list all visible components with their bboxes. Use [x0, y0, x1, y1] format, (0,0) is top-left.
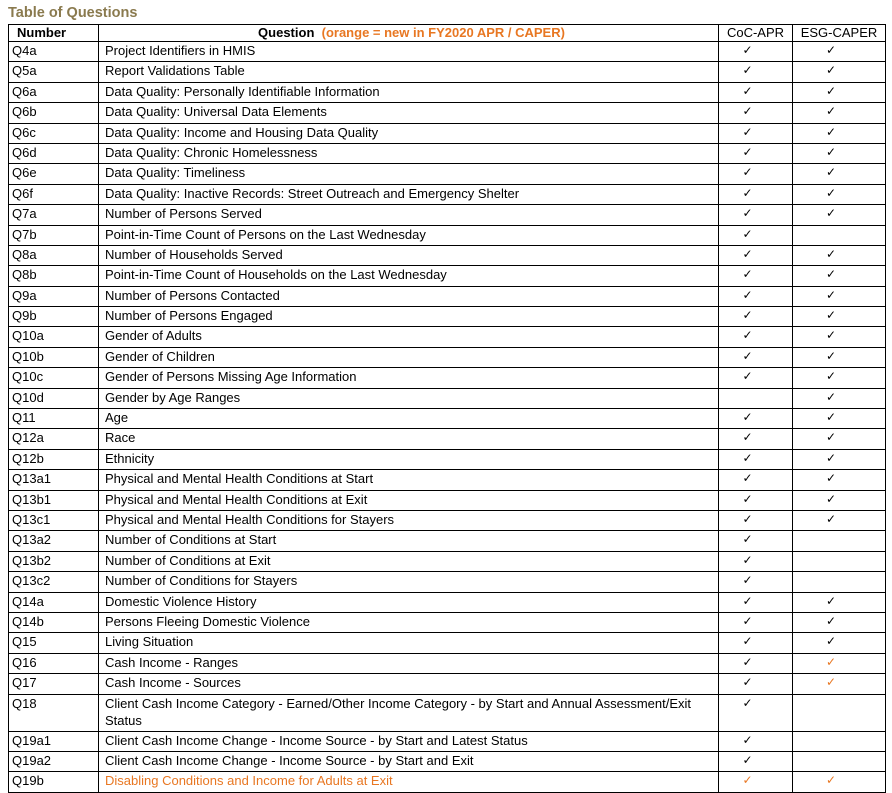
esg-caper-check: ✓ [826, 430, 837, 445]
question-text: Number of Conditions at Exit [105, 552, 271, 568]
question-number: Q8a [12, 246, 37, 262]
table-row [9, 286, 886, 306]
question-text: Domestic Violence History [105, 593, 257, 609]
esg-caper-check: ✓ [826, 328, 837, 343]
esg-caper-check: ✓ [826, 613, 837, 628]
question-text: Point-in-Time Count of Persons on the Last Wednesday [105, 226, 426, 242]
question-number: Q19a1 [12, 732, 52, 748]
question-number: Q9b [12, 308, 37, 324]
coc-apr-check: ✓ [742, 165, 753, 180]
questions-table [8, 24, 886, 793]
question-text: Physical and Mental Health Conditions at Start [105, 471, 374, 487]
question-text: Report Validations Table [105, 63, 245, 79]
table-row [9, 429, 886, 449]
table-row [9, 653, 886, 673]
esg-caper-check: ✓ [826, 410, 837, 425]
table-row [9, 225, 886, 245]
question-text: Disabling Conditions and Income for Adults at Exit [105, 773, 393, 789]
question-text: Number of Persons Engaged [105, 308, 273, 324]
esg-caper-check: ✓ [826, 675, 837, 690]
coc-apr-check: ✓ [742, 226, 753, 241]
esg-caper-check: ✓ [826, 83, 837, 98]
coc-apr-check: ✓ [742, 410, 753, 425]
coc-apr-check: ✓ [742, 308, 753, 323]
esg-caper-check: ✓ [826, 773, 837, 788]
question-number: Q8b [12, 267, 37, 283]
coc-apr-check: ✓ [742, 144, 753, 159]
coc-apr-check: ✓ [742, 732, 753, 747]
esg-caper-check: ✓ [826, 246, 837, 261]
question-number: Q14a [12, 593, 44, 609]
question-text: Data Quality: Timeliness [105, 165, 246, 181]
esg-caper-check: ✓ [826, 634, 837, 649]
esg-caper-check: ✓ [826, 185, 837, 200]
table-row [9, 164, 886, 184]
question-number: Q16 [12, 654, 37, 670]
esg-caper-check: ✓ [826, 63, 837, 78]
question-number: Q7b [12, 226, 37, 242]
coc-apr-check: ✓ [742, 752, 753, 767]
question-number: Q6a [12, 83, 37, 99]
table-title: Table of Questions [8, 5, 138, 21]
question-number: Q6d [12, 144, 37, 160]
coc-apr-check: ✓ [742, 491, 753, 506]
coc-apr-check: ✓ [742, 552, 753, 567]
esg-caper-check: ✓ [826, 369, 837, 384]
esg-caper-check: ✓ [826, 124, 837, 139]
table-row [9, 184, 886, 204]
question-text: Client Cash Income Change - Income Source - by Start and Exit [105, 752, 474, 768]
table-row [9, 510, 886, 530]
table-row [9, 592, 886, 612]
question-text: Gender by Age Ranges [105, 389, 241, 405]
header-number: Number [9, 25, 99, 42]
question-number: Q17 [12, 675, 37, 691]
question-text: Number of Households Served [105, 246, 283, 262]
coc-apr-check: ✓ [742, 328, 753, 343]
question-number: Q4a [12, 43, 37, 58]
question-text: Cash Income - Sources [105, 675, 241, 691]
esg-caper-check: ✓ [826, 308, 837, 323]
table-row [9, 327, 886, 347]
question-number: Q13a1 [12, 471, 52, 487]
table-row [9, 572, 886, 592]
table-row [9, 449, 886, 469]
question-number: Q10d [12, 389, 44, 405]
esg-caper-check: ✓ [826, 593, 837, 608]
question-number: Q7a [12, 206, 37, 222]
esg-caper-check: ✓ [826, 511, 837, 526]
header-coc-apr: CoC-APR [719, 25, 793, 42]
question-number: Q18 [12, 695, 37, 711]
coc-apr-check: ✓ [742, 267, 753, 282]
coc-apr-check: ✓ [742, 83, 753, 98]
table-row [9, 62, 886, 82]
question-number: Q10b [12, 348, 44, 364]
question-number: Q5a [12, 63, 37, 79]
header-question-label: Question [258, 25, 315, 40]
coc-apr-check: ✓ [742, 369, 753, 384]
question-text: Client Cash Income Change - Income Source - by Start and Latest Status [105, 732, 528, 748]
question-text: Data Quality: Income and Housing Data Quality [105, 124, 379, 140]
coc-apr-check: ✓ [742, 124, 753, 139]
esg-caper-check: ✓ [826, 287, 837, 302]
coc-apr-check: ✓ [742, 185, 753, 200]
question-text: Point-in-Time Count of Households on the Last Wednesday [105, 267, 447, 283]
coc-apr-check: ✓ [742, 634, 753, 649]
coc-apr-check: ✓ [742, 450, 753, 465]
question-text: Data Quality: Personally Identifiable Information [105, 83, 380, 99]
question-text: Gender of Persons Missing Age Information [105, 369, 357, 385]
coc-apr-check: ✓ [742, 695, 753, 710]
coc-apr-check: ✓ [742, 246, 753, 261]
esg-caper-check: ✓ [826, 144, 837, 159]
esg-caper-check: ✓ [826, 471, 837, 486]
question-number: Q13c1 [12, 511, 51, 527]
question-text: Project Identifiers in HMIS [105, 43, 256, 58]
table-row [9, 143, 886, 163]
question-text: Data Quality: Universal Data Elements [105, 104, 327, 120]
question-number: Q13a2 [12, 532, 52, 548]
coc-apr-check: ✓ [742, 654, 753, 669]
table-row [9, 470, 886, 490]
table-row [9, 266, 886, 286]
coc-apr-check: ✓ [742, 348, 753, 363]
question-text: Cash Income - Ranges [105, 654, 238, 670]
question-number: Q6c [12, 124, 36, 140]
question-text: Persons Fleeing Domestic Violence [105, 613, 310, 629]
esg-caper-check: ✓ [826, 654, 837, 669]
table-row [9, 347, 886, 367]
question-number: Q19b [12, 773, 44, 789]
esg-caper-check: ✓ [826, 348, 837, 363]
table-row [9, 82, 886, 102]
coc-apr-check: ✓ [742, 430, 753, 445]
coc-apr-check: ✓ [742, 206, 753, 221]
esg-caper-check: ✓ [826, 43, 837, 57]
table-row [9, 245, 886, 265]
esg-caper-check: ✓ [826, 165, 837, 180]
esg-caper-check: ✓ [826, 206, 837, 221]
table-row [9, 694, 886, 731]
question-text: Age [105, 410, 129, 426]
question-text: Number of Persons Contacted [105, 287, 280, 303]
table-row [9, 751, 886, 771]
question-number: Q15 [12, 634, 37, 650]
coc-apr-check: ✓ [742, 675, 753, 690]
coc-apr-check: ✓ [742, 532, 753, 547]
table-row [9, 612, 886, 632]
table-row [9, 551, 886, 571]
question-text: Gender of Adults [105, 328, 202, 344]
coc-apr-check: ✓ [742, 511, 753, 526]
header-legend-note: (orange = new in FY2020 APR / CAPER) [321, 25, 565, 40]
coc-apr-check: ✓ [742, 287, 753, 302]
coc-apr-check: ✓ [742, 43, 753, 57]
table-row [9, 731, 886, 751]
header-question [99, 25, 719, 42]
question-text: Number of Conditions for Stayers [105, 573, 298, 589]
coc-apr-check: ✓ [742, 63, 753, 78]
question-text: Living Situation [105, 634, 194, 650]
question-number: Q19a2 [12, 752, 52, 768]
question-text: Client Cash Income Category - Earned/Other Income Category - by Start and Annual Assessment/Exit Status [105, 695, 692, 728]
table-body [9, 42, 886, 793]
question-text: Race [105, 430, 136, 446]
question-text: Data Quality: Inactive Records: Street Outreach and Emergency Shelter [105, 185, 520, 201]
question-text: Ethnicity [105, 450, 155, 466]
table-row [9, 307, 886, 327]
esg-caper-check: ✓ [826, 104, 837, 119]
question-number: Q11 [12, 410, 36, 426]
question-number: Q10c [12, 369, 44, 385]
question-text: Physical and Mental Health Conditions for Stayers [105, 511, 395, 527]
question-number: Q9a [12, 287, 37, 303]
table-row [9, 633, 886, 653]
question-number: Q6e [12, 165, 37, 181]
table-row [9, 42, 886, 62]
coc-apr-check: ✓ [742, 773, 753, 788]
coc-apr-check: ✓ [742, 593, 753, 608]
esg-caper-check: ✓ [826, 491, 837, 506]
table-row [9, 103, 886, 123]
coc-apr-check: ✓ [742, 613, 753, 628]
table-row [9, 531, 886, 551]
question-number: Q6f [12, 185, 33, 201]
esg-caper-check: ✓ [826, 389, 837, 404]
table-row [9, 409, 886, 429]
table-row [9, 490, 886, 510]
table-row [9, 388, 886, 408]
question-text: Number of Conditions at Start [105, 532, 277, 548]
header-row [9, 25, 886, 42]
table-row [9, 123, 886, 143]
header-esg-caper: ESG-CAPER [793, 25, 886, 42]
table-row [9, 674, 886, 694]
table-row [9, 205, 886, 225]
esg-caper-check: ✓ [826, 450, 837, 465]
coc-apr-check: ✓ [742, 104, 753, 119]
question-text: Gender of Children [105, 348, 215, 364]
question-number: Q13b2 [12, 552, 52, 568]
coc-apr-check: ✓ [742, 471, 753, 486]
question-number: Q12b [12, 450, 44, 466]
table-row [9, 772, 886, 792]
esg-caper-check: ✓ [826, 267, 837, 282]
question-text: Data Quality: Chronic Homelessness [105, 144, 318, 160]
question-number: Q12a [12, 430, 44, 446]
question-number: Q6b [12, 104, 37, 120]
question-number: Q13b1 [12, 491, 52, 507]
question-text: Number of Persons Served [105, 206, 262, 222]
table-row [9, 368, 886, 388]
question-number: Q13c2 [12, 573, 51, 589]
coc-apr-check: ✓ [742, 573, 753, 588]
question-number: Q14b [12, 613, 44, 629]
question-number: Q10a [12, 328, 44, 344]
question-text: Physical and Mental Health Conditions at Exit [105, 491, 368, 507]
